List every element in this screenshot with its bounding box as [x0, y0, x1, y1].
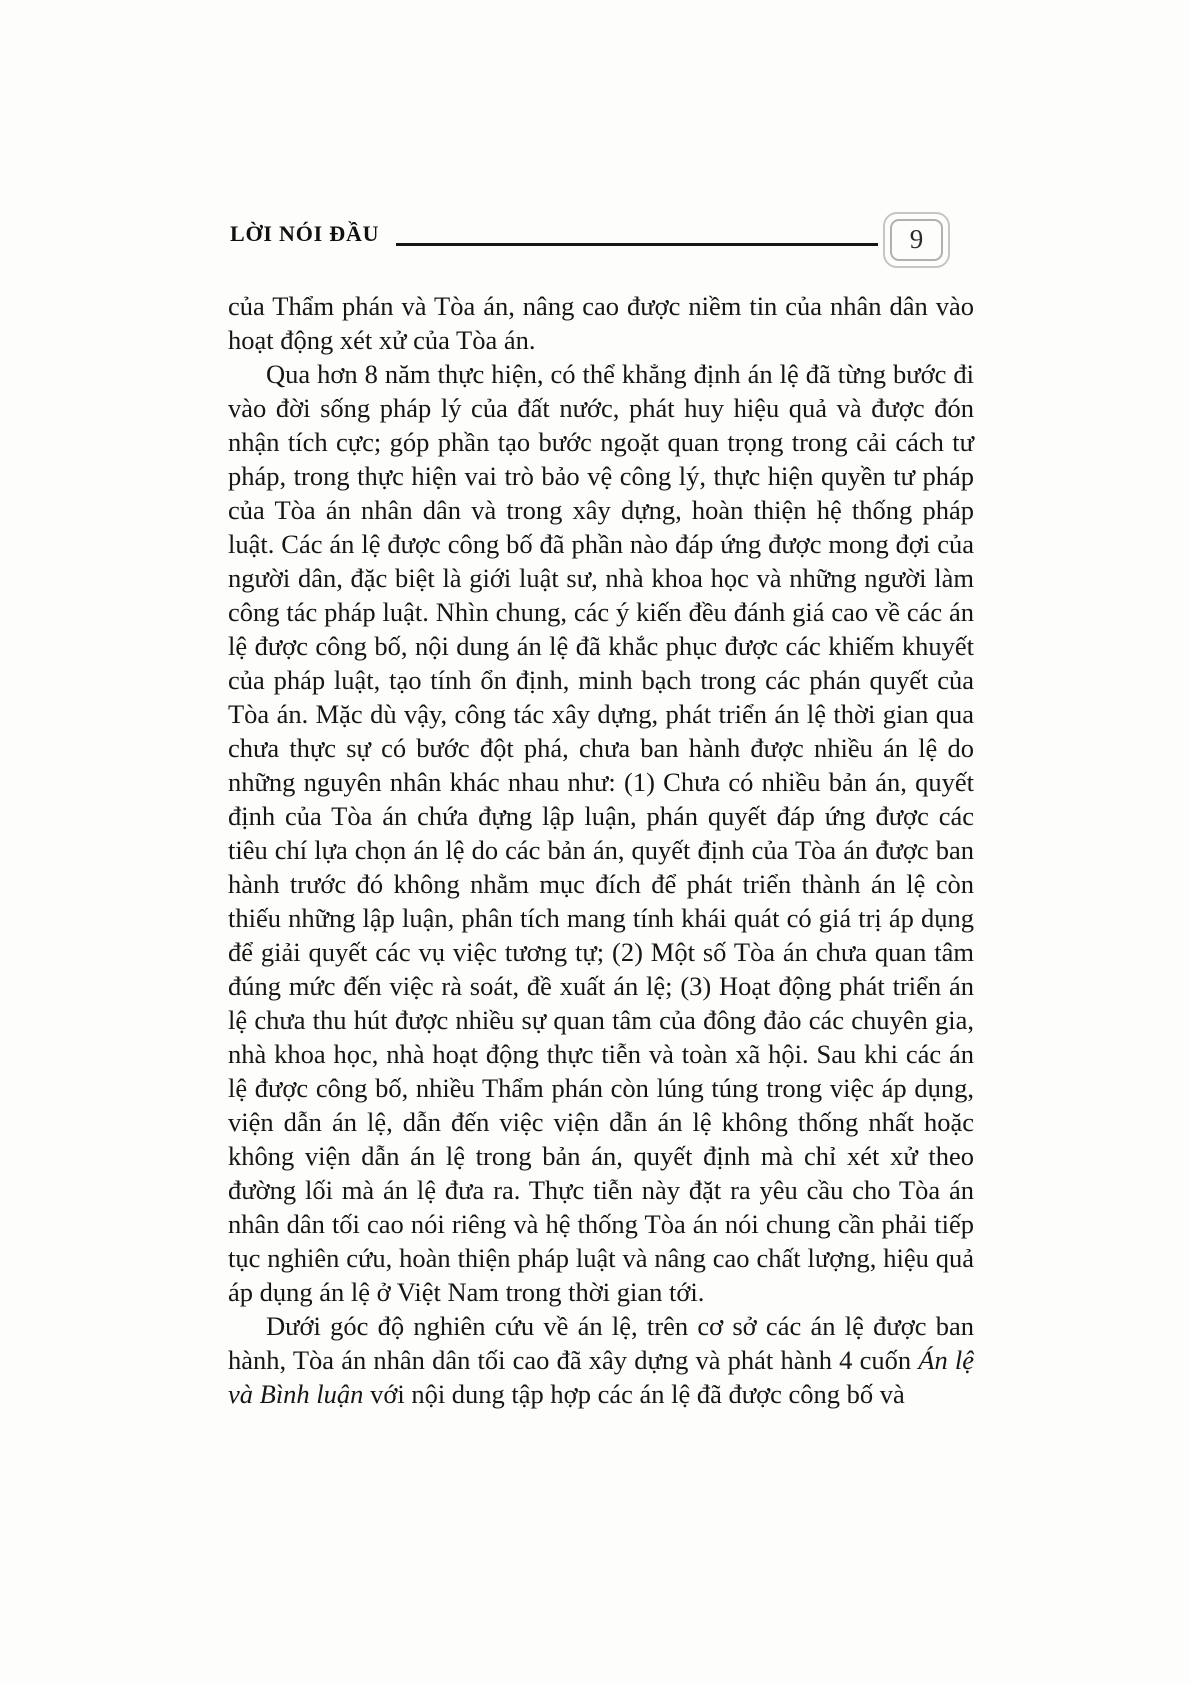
paragraph-closing-text-post: với nội dung tập hợp các án lệ đã được công bố và — [363, 1379, 905, 1409]
running-header-title: LỜI NÓI ĐẦU — [230, 221, 380, 246]
book-title-italic: Án lệ và Bình luận — [228, 1345, 974, 1409]
paragraph-closing-text-pre: Dưới góc độ nghiên cứu về án lệ, trên cơ sở các án lệ được ban hành, Tòa án nhân dân tối cao đã xây dựng và phát hành 4 cuốn — [228, 1311, 974, 1375]
page-body — [228, 289, 974, 1411]
paragraph-closing — [228, 1309, 974, 1411]
paragraph-main: Qua hơn 8 năm thực hiện, có thể khẳng định án lệ đã từng bước đi vào đời sống pháp lý của đất nước, phát huy hiệu quả và được đón nhận tích cực; góp phần tạo bước ngoặt quan trọng trong cải cách tư pháp, trong thực hiện vai trò bảo vệ công lý, thực hiện quyền tư pháp của Tòa án nhân dân và trong xây dựng, hoàn thiện hệ thống pháp luật. Các án lệ được công bố đã phần nào đáp ứng được mong đợi của người dân, đặc biệt là giới luật sư, nhà khoa học và những người làm công tác pháp luật. Nhìn chung, các ý kiến đều đánh giá cao về các án lệ được công bố, nội dung án lệ đã khắc phục được các khiếm khuyết của pháp luật, tạo tính ổn định, minh bạch trong các phán quyết của Tòa án. Mặc dù vậy, công tác xây dựng, phát triển án lệ thời gian qua chưa thực sự có bước đột phá, chưa ban hành được nhiều án lệ do những nguyên nhân khác nhau như: (1) Chưa có nhiều bản án, quyết định của Tòa án chứa đựng lập luận, phán quyết đáp ứng được các tiêu chí lựa chọn án lệ do các bản án, quyết định của Tòa án được ban hành trước đó không nhằm mục đích để phát triển thành án lệ còn thiếu những lập luận, phân tích mang tính khái quát có giá trị áp dụng để giải quyết các vụ việc tương tự; (2) Một số Tòa án chưa quan tâm đúng mức đến việc rà soát, đề xuất án lệ; (3) Hoạt động phát triển án lệ chưa thu hút được nhiều sự quan tâm của đông đảo các chuyên gia, nhà khoa học, nhà hoạt động thực tiễn và toàn xã hội. Sau khi các án lệ được công bố, nhiều Thẩm phán còn lúng túng trong việc áp dụng, viện dẫn án lệ, dẫn đến việc viện dẫn án lệ không thống nhất hoặc không viện dẫn án lệ trong bản án, quyết định mà chỉ xét xử theo đường lối mà án lệ đưa ra. Thực tiễn này đặt ra yêu cầu cho Tòa án nhân dân tối cao nói riêng và hệ thống Tòa án nói chung cần phải tiếp tục nghiên cứu, hoàn thiện pháp luật và nâng cao chất lượng, hiệu quả áp dụng án lệ ở Việt Nam trong thời gian tới. — [228, 359, 974, 1307]
page-number: 9 — [909, 223, 924, 254]
page-number-badge-inner — [890, 219, 943, 261]
paragraph-continuation: của Thẩm phán và Tòa án, nâng cao được niềm tin của nhân dân vào hoạt động xét xử của Tòa án. — [228, 291, 974, 355]
header-rule — [396, 243, 878, 246]
page-number-badge — [883, 212, 950, 268]
